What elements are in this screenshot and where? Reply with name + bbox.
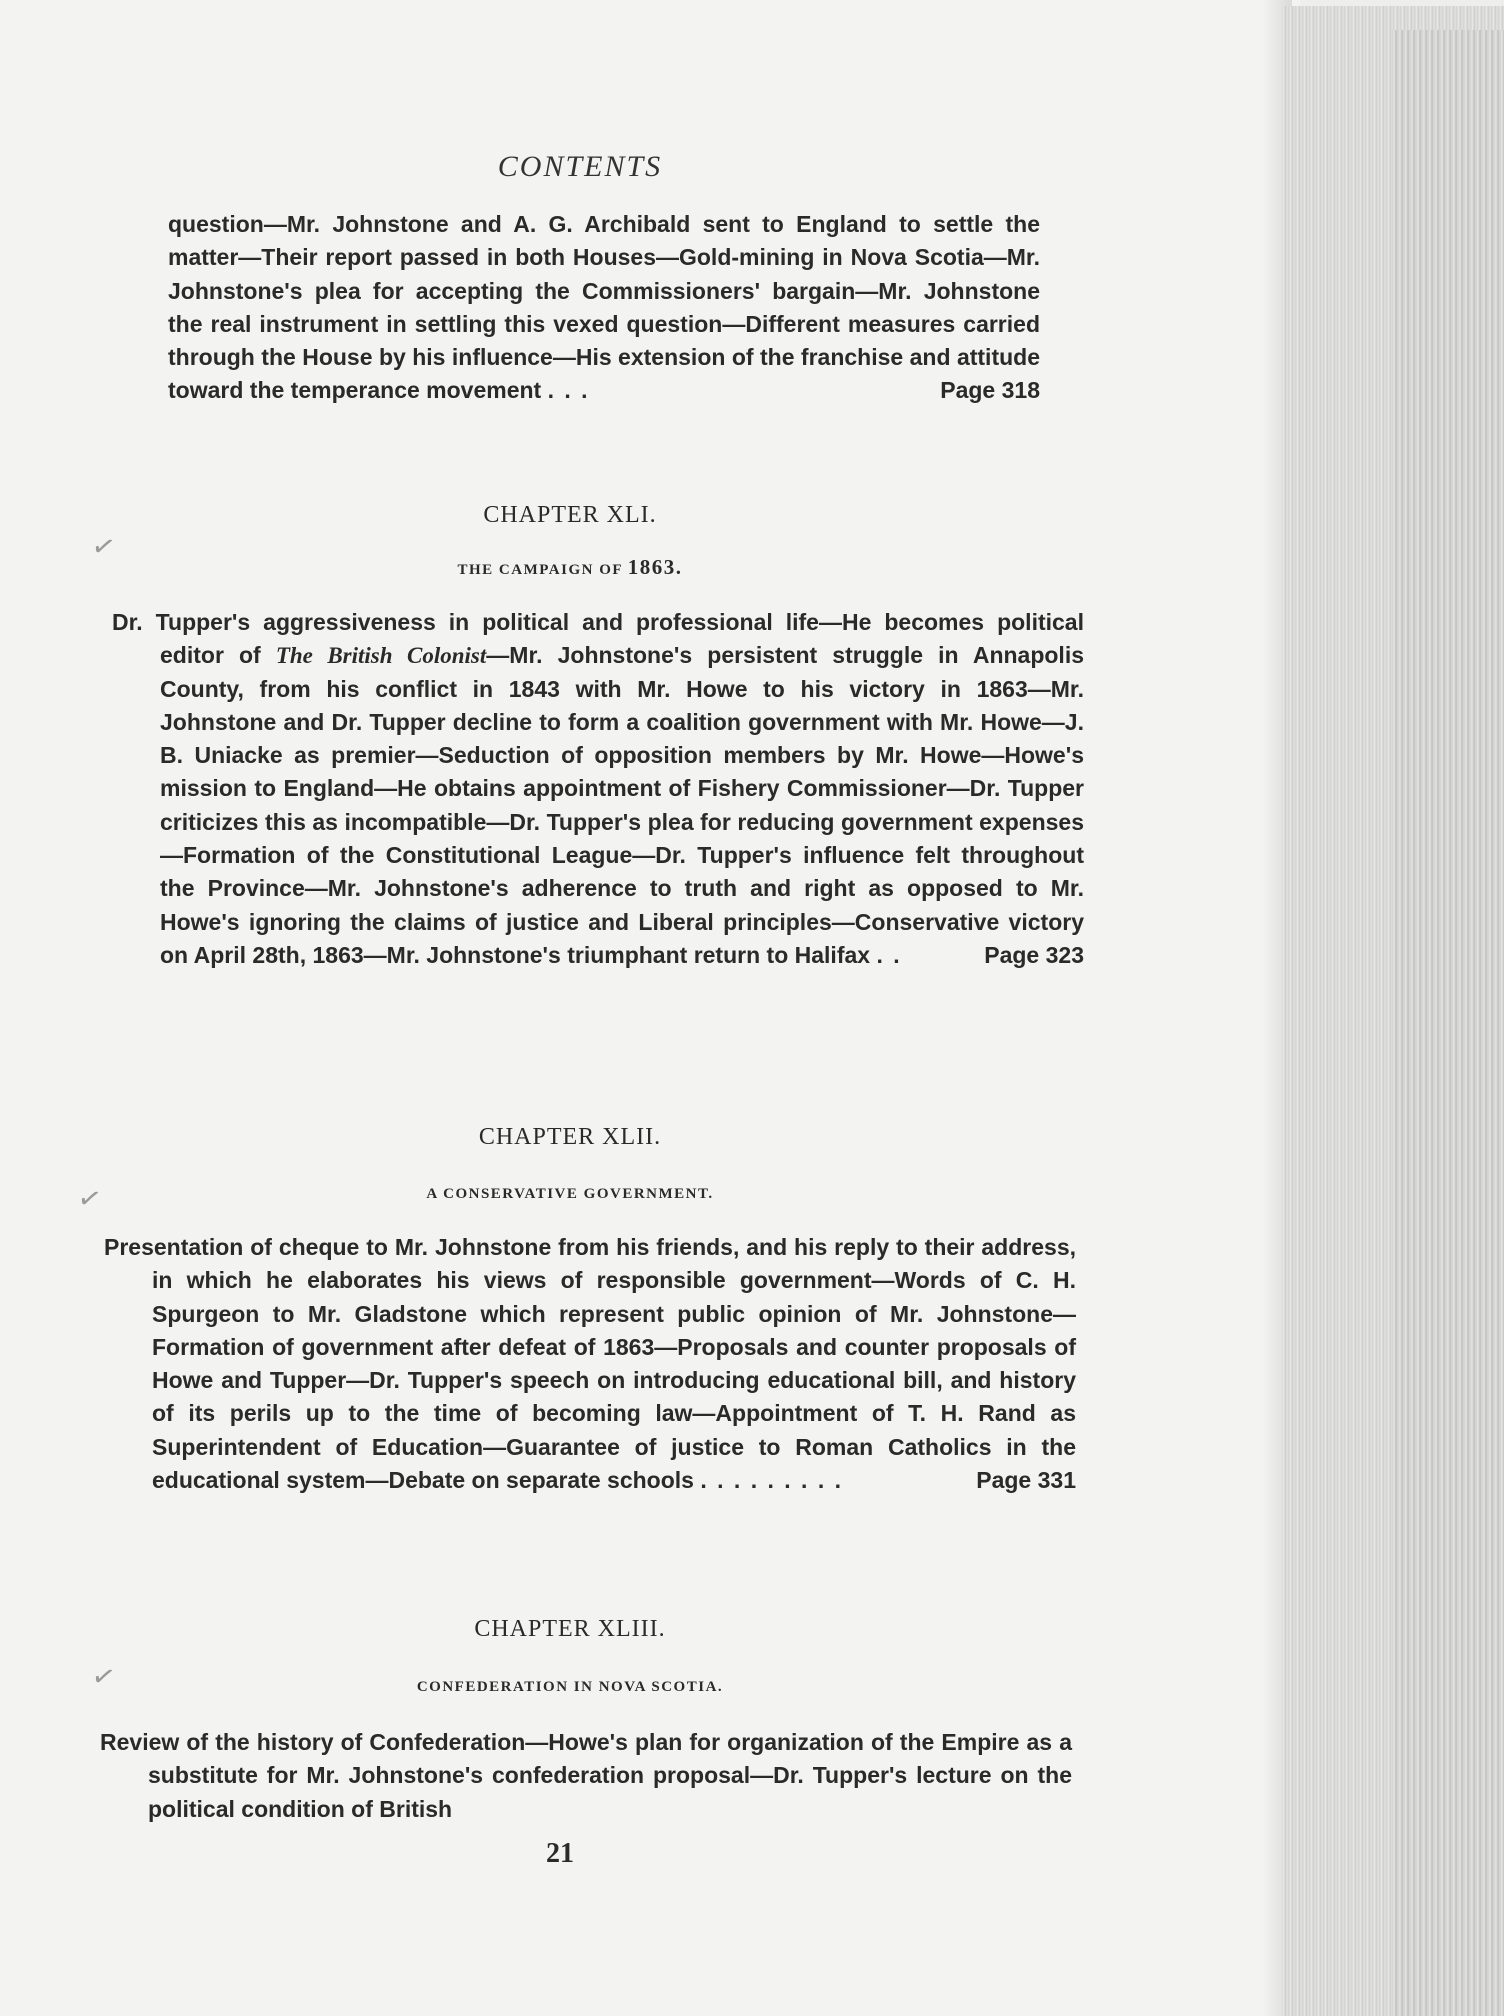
chapter-heading: CHAPTER XLIII. (474, 1616, 666, 1642)
intro-paragraph-text: question—Mr. Johnstone and A. G. Archibald sent to England to settle the matter—Their report passed in both Houses—Gold-mining in Nova Scotia—Mr. Johnstone's plea for accepting the Commissioners' bargain—Mr. Johnstone the real instrument in settling this vexed question—Different measures carried through the House by his influence—His extension of the franchise and attitude toward the temperance movement (168, 211, 1040, 404)
dot-leaders: . . . (547, 377, 590, 404)
chapter-heading: CHAPTER XLII. (478, 1124, 662, 1150)
chapter-subtitle: A CONSERVATIVE GOVERNMENT. (426, 1186, 714, 1202)
margin-check-mark: ✓ (74, 1179, 105, 1218)
chapter-heading: CHAPTER XLI. (483, 502, 657, 528)
chapter-summary: Dr. Tupper's aggressiveness in political and professional life—He becomes political editor of The British Colonist—Mr. Johnstone's persistent struggle in Annapolis County, from his conflict in 1843 with Mr. Howe to his victory in 1863—Mr. Johnstone and Dr. Tupper decline to form a coalition government with Mr. Howe—J. B. Uniacke as premier—Seduction of opposition members by Mr. Howe—Howe's mission to England—He obtains appointment of Fishery Commissioner—Dr. Tupper criticizes this as incompatible—Dr. Tupper's plea for reducing government expenses—Formation of the Constitutional League—Dr. Tupper's influence felt throughout the Province—Mr. Johnstone's adherence to truth and right as opposed to Mr. Howe's ignoring the claims of justice and Liberal principles—Conservative victory on April 28th, 1863—Mr. Johnstone's triumphant return to Halifax . . Page 323 (112, 606, 1084, 972)
chapter-subtitle: CONFEDERATION IN NOVA SCOTIA. (416, 1679, 724, 1695)
dot-leaders: . . (876, 941, 902, 968)
page-reference: Page 323 (984, 941, 1084, 968)
chapter-subtitle: THE CAMPAIGN OF 1863. (457, 555, 683, 579)
margin-check-mark: ✓ (88, 527, 119, 566)
dot-leaders: . . . . . . . . . (700, 1467, 843, 1494)
page-reference: Page 331 (976, 1467, 1076, 1494)
running-head: CONTENTS (497, 150, 663, 183)
newspaper-title: The British Colonist (275, 643, 487, 669)
intro-paragraph (168, 208, 1040, 408)
chapter-summary: Presentation of cheque to Mr. Johnstone from his friends, and his reply to their address, in which he elaborates his views of responsible government—Words of C. H. Spurgeon to Mr. Gladstone which represent public opinion of Mr. Johnstone—Formation of government after defeat of 1863—Proposals and counter proposals of Howe and Tupper—Dr. Tupper's speech on introducing educational bill, and history of its perils up to the time of becoming law—Appointment of T. H. Rand as Superintendent of Education—Guarantee of justice to Roman Catholics in the educational system—Debate on separate schools . . . . . . . . . Page 331 (104, 1231, 1076, 1497)
book-fore-edge-outer (1392, 30, 1504, 2016)
page-number: 21 (546, 1838, 574, 1869)
margin-check-mark: ✓ (88, 1657, 119, 1696)
page-reference: Page 318 (940, 377, 1040, 404)
chapter-summary: Review of the history of Confederation—Howe's plan for organization of the Empire as a substitute for Mr. Johnstone's confederation proposal—Dr. Tupper's lecture on the political condition of British (100, 1729, 1072, 1822)
